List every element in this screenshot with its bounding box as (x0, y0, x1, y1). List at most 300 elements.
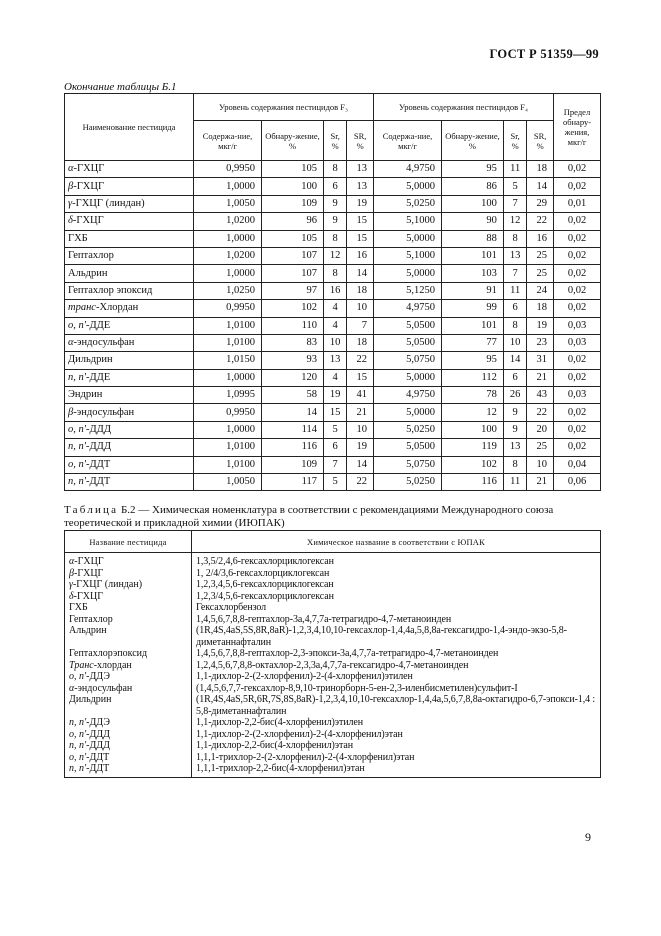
table-cell: 1,0200 (194, 247, 262, 264)
table-cell: 16 (323, 282, 346, 299)
table-cell: 11 (503, 282, 526, 299)
table-cell: 4,9750 (373, 387, 441, 404)
table-cell: 110 (262, 317, 324, 334)
table-cell: 100 (262, 178, 324, 195)
pesticide-name (65, 579, 192, 591)
table-cell: 0,02 (554, 439, 601, 456)
table-cell: 1,0000 (194, 178, 262, 195)
table-row (65, 439, 601, 456)
table-cell: 119 (442, 439, 504, 456)
col-f3-content: Содержа-ние, мкг/г (194, 121, 262, 161)
table-cell: 8 (323, 265, 346, 282)
table-cell: 43 (527, 387, 554, 404)
table-row (65, 230, 601, 247)
table-cell: 15 (347, 369, 374, 386)
table-cell: 15 (347, 213, 374, 230)
table-cell: 0,02 (554, 161, 601, 178)
iupac-name: (1R,4S,4aS,5R,6R,7S,8S,8aR)-1,2,3,4,10,10-гексахлор-1,4,4а,5,6,7,8,8а-октагидро-6,7-эпокси-1,4 : 5,8-диметаннафталин (192, 694, 601, 717)
table-cell: 5,0000 (373, 265, 441, 282)
pesticide-base-name: ДДЕ (89, 371, 111, 383)
iupac-name: 1,1-дихлор-2,2-бис(4-хлорфенил)этан (192, 740, 601, 752)
table-cell: 97 (262, 282, 324, 299)
pesticide-name (65, 740, 192, 752)
pesticide-base-name: Гептахлор эпоксид (68, 284, 153, 296)
table-cell: 5,0750 (373, 352, 441, 369)
table-cell: 0,9950 (194, 404, 262, 421)
table-cell: 13 (347, 178, 374, 195)
table-cell: 0,04 (554, 456, 601, 473)
table1-caption: Окончание таблицы Б.1 (64, 81, 177, 93)
table-row (65, 729, 601, 741)
iupac-name: 1,4,5,6,7,8,8-гептахлор-3а,4,7,7а-тетрагидро-4,7-метаноинден (192, 614, 601, 626)
pesticide-prefix: п, п'- (68, 441, 90, 453)
table-cell: 11 (503, 161, 526, 178)
table-cell: 95 (442, 161, 504, 178)
table-cell: 6 (323, 178, 346, 195)
table-cell: 5,0250 (373, 474, 441, 491)
pesticide-base-name: ГХЦГ (линдан) (75, 197, 145, 209)
table-cell: 86 (442, 178, 504, 195)
table-cell: 0,02 (554, 230, 601, 247)
pesticide-prefix: α- (68, 163, 78, 175)
table-row (65, 717, 601, 729)
col-f4-content: Содержа-ние, мкг/г (373, 121, 441, 161)
table-cell: 22 (527, 404, 554, 421)
table-cell: 1,0000 (194, 265, 262, 282)
pesticide-name (65, 625, 192, 648)
iupac-nomenclature-table (64, 530, 601, 778)
table-row (65, 671, 601, 683)
pesticide-base-name: Гептахлорэпоксид (69, 648, 148, 659)
table-cell: 23 (527, 334, 554, 351)
table-row (65, 614, 601, 626)
pesticide-base-name: Гептахлор (69, 613, 113, 625)
pesticide-name (65, 763, 192, 777)
pesticide-prefix: п, п'- (69, 717, 90, 728)
pesticide-name (65, 660, 192, 672)
table-cell: 78 (442, 387, 504, 404)
table-cell: 13 (503, 247, 526, 264)
pesticide-prefix: Транс- (69, 659, 98, 671)
pesticide-name (65, 317, 194, 334)
table-cell: 93 (262, 352, 324, 369)
table-cell: 14 (503, 352, 526, 369)
table-cell: 9 (323, 213, 346, 230)
table-cell: 107 (262, 247, 324, 264)
pesticide-prefix: о, п'- (68, 458, 90, 470)
table-cell: 101 (442, 317, 504, 334)
table-cell: 14 (347, 265, 374, 282)
pesticide-name (65, 230, 194, 247)
table-cell: 105 (262, 161, 324, 178)
pesticide-name (65, 752, 192, 764)
pesticide-base-name: ГХЦГ (линдан) (76, 579, 143, 590)
col-limit-header: Предел обнару-жения, мкг/г (554, 94, 601, 161)
table-cell: 105 (262, 230, 324, 247)
table-cell: 7 (503, 195, 526, 212)
table-cell: 112 (442, 369, 504, 386)
pesticide-prefix: β- (68, 406, 77, 418)
pesticide-name (65, 247, 194, 264)
pesticide-name (65, 195, 194, 212)
pesticide-name (65, 602, 192, 614)
table-row (65, 317, 601, 334)
table-cell: 8 (323, 161, 346, 178)
pesticide-prefix: α- (68, 337, 78, 349)
table-cell: 102 (442, 456, 504, 473)
table-cell: 12 (323, 247, 346, 264)
pesticide-base-name: ДДТ (89, 751, 110, 763)
table-cell: 5,0000 (373, 369, 441, 386)
table-cell: 1,0050 (194, 195, 262, 212)
table-row (65, 404, 601, 421)
pesticide-base-name: ДДТ (89, 458, 111, 470)
table-cell: 10 (347, 300, 374, 317)
table-cell: 15 (347, 230, 374, 247)
table-row (65, 752, 601, 764)
table-cell: 91 (442, 282, 504, 299)
table-cell: 58 (262, 387, 324, 404)
table-cell: 5 (503, 178, 526, 195)
table-cell: 21 (527, 369, 554, 386)
table-cell: 96 (262, 213, 324, 230)
table-cell: 5 (323, 474, 346, 491)
table-row (65, 553, 601, 568)
group-f3-header: Уровень содержания пестицидов F₃ (194, 94, 374, 121)
table-cell: 5,1250 (373, 282, 441, 299)
pesticide-name (65, 553, 192, 568)
table-row (65, 568, 601, 580)
table-cell: 0,02 (554, 404, 601, 421)
table-cell: 0,02 (554, 421, 601, 438)
table-cell: 18 (527, 161, 554, 178)
pesticide-base-name: ГХЦГ (77, 567, 104, 579)
pesticide-name (65, 591, 192, 603)
pesticide-name (65, 456, 194, 473)
pesticide-prefix: п, п'- (68, 371, 90, 383)
table-cell: 116 (262, 439, 324, 456)
table-cell: 109 (262, 195, 324, 212)
pesticide-name (65, 614, 192, 626)
table-cell: 0,9950 (194, 161, 262, 178)
table-cell: 8 (503, 456, 526, 473)
col-f3-sr: Sr, % (323, 121, 346, 161)
table-cell: 5,0000 (373, 230, 441, 247)
pesticide-prefix: β- (68, 180, 77, 192)
pesticide-base-name: ДДЕ (89, 319, 111, 331)
table-cell: 5,1000 (373, 247, 441, 264)
table-cell: 1,0100 (194, 317, 262, 334)
table-cell: 12 (503, 213, 526, 230)
table-cell: 14 (262, 404, 324, 421)
pesticide-name (65, 729, 192, 741)
table-cell: 25 (527, 439, 554, 456)
table-row (65, 265, 601, 282)
table-cell: 1,0200 (194, 213, 262, 230)
table-cell: 19 (347, 195, 374, 212)
table-cell: 5,1000 (373, 213, 441, 230)
table-row (65, 474, 601, 491)
pesticide-base-name: ДДД (89, 441, 111, 453)
table-cell: 25 (527, 247, 554, 264)
table-cell: 7 (347, 317, 374, 334)
pesticide-prefix: γ- (69, 579, 77, 590)
table-cell: 16 (347, 247, 374, 264)
pesticide-name (65, 568, 192, 580)
pesticide-name (65, 334, 194, 351)
table-cell: 102 (262, 300, 324, 317)
pesticide-name (65, 213, 194, 230)
table-cell: 5,0250 (373, 421, 441, 438)
table-cell: 8 (503, 317, 526, 334)
table-cell: 13 (347, 161, 374, 178)
table-cell: 18 (347, 282, 374, 299)
table-cell: 25 (527, 265, 554, 282)
pesticide-prefix: γ- (68, 197, 76, 209)
table-cell: 0,02 (554, 213, 601, 230)
pesticide-prefix: δ- (69, 590, 77, 602)
table-cell: 24 (527, 282, 554, 299)
table-cell: 13 (503, 439, 526, 456)
pesticide-base-name: ГХЦГ (76, 215, 104, 227)
pesticide-prefix: транс- (68, 302, 100, 314)
table-cell: 0,02 (554, 282, 601, 299)
col-name-header: Наименование пестицида (65, 94, 194, 161)
table-row (65, 369, 601, 386)
table2-label: Таблица (64, 504, 119, 516)
iupac-name: (1R,4S,4aS,5S,8R,8aR)-1,2,3,4,10,10-гексахлор-1,4,4a,5,8,8а-гексагидро-1,4-эндо-экзо-5,8-диметаннафталин (192, 625, 601, 648)
col-f3-found: Обнару-жение, % (262, 121, 324, 161)
table-cell: 0,02 (554, 352, 601, 369)
table-cell: 20 (527, 421, 554, 438)
table-cell: 19 (347, 439, 374, 456)
table-cell: 4,9750 (373, 161, 441, 178)
table-cell: 10 (323, 334, 346, 351)
table-cell: 0,01 (554, 195, 601, 212)
table-cell: 4,9750 (373, 300, 441, 317)
table2-caption (64, 504, 604, 529)
col-f4-sR: SR, % (527, 121, 554, 161)
table-row (65, 161, 601, 178)
table-cell: 88 (442, 230, 504, 247)
pesticide-base-name: ГХЦГ (77, 556, 104, 567)
pesticide-base-name: Дильдрин (68, 354, 113, 366)
pesticide-base-name: Хлордан (99, 302, 139, 314)
table-cell: 13 (323, 352, 346, 369)
table-cell: 18 (347, 334, 374, 351)
table-cell: 14 (527, 178, 554, 195)
pesticide-name (65, 387, 194, 404)
pesticide-base-name: Гептахлор (68, 250, 114, 262)
table-cell: 1,0000 (194, 421, 262, 438)
table-cell: 95 (442, 352, 504, 369)
table-cell: 0,9950 (194, 300, 262, 317)
table-cell: 0,02 (554, 247, 601, 264)
table-cell: 0,03 (554, 317, 601, 334)
pesticide-prefix: β- (69, 567, 78, 579)
table-cell: 9 (323, 195, 346, 212)
pesticide-base-name: Дильдрин (69, 694, 112, 705)
pesticide-name (65, 178, 194, 195)
table-cell: 6 (503, 369, 526, 386)
pesticide-prefix: α- (69, 682, 78, 694)
table-cell: 0,02 (554, 369, 601, 386)
table-cell: 19 (527, 317, 554, 334)
table-row (65, 763, 601, 777)
pesticide-name (65, 421, 194, 438)
pesticide-base-name: эндосульфан (76, 406, 135, 418)
pesticide-base-name: ДДД (89, 424, 111, 436)
pesticide-prefix: о, п'- (69, 671, 90, 682)
table-cell: 107 (262, 265, 324, 282)
pesticide-name (65, 282, 194, 299)
pesticide-name (65, 671, 192, 683)
iupac-name: 1,4,5,6,7,8,8-гептахлор-2,3-эпокси-3а,4,7,7а-тетрагидро-4,7-метаноинден (192, 648, 601, 660)
table-row (65, 195, 601, 212)
pesticide-base-name: ГХЦГ (76, 180, 105, 192)
iupac-name: 1,2,4,5,6,7,8,8-октахлор-2,3,3а,4,7,7а-гексагидро-4,7-метаноинден (192, 660, 601, 672)
table-cell: 5 (323, 421, 346, 438)
table-row (65, 300, 601, 317)
table-cell: 14 (347, 456, 374, 473)
table-cell: 1,0100 (194, 439, 262, 456)
table-cell: 10 (347, 421, 374, 438)
table-cell: 100 (442, 421, 504, 438)
table-cell: 103 (442, 265, 504, 282)
table-row (65, 625, 601, 648)
table-cell: 0,06 (554, 474, 601, 491)
table-row (65, 694, 601, 717)
pesticide-base-name: хлордан (97, 659, 132, 671)
table-cell: 0,02 (554, 178, 601, 195)
table-cell: 1,0000 (194, 369, 262, 386)
table-cell: 4 (323, 317, 346, 334)
col-pesticide-name-header: Название пестицида (65, 531, 192, 553)
iupac-name: 1,2,3/4,5,6-гексахлорциклогексан (192, 591, 601, 603)
table-row (65, 683, 601, 695)
table-cell: 1,0150 (194, 352, 262, 369)
pesticide-base-name: Альдрин (69, 625, 107, 636)
table-cell: 0,03 (554, 387, 601, 404)
table-cell: 5,0500 (373, 317, 441, 334)
table-row (65, 213, 601, 230)
table-cell: 116 (442, 474, 504, 491)
iupac-name: 1,2,3,4,5,6-гексахлорциклогексан (192, 579, 601, 591)
iupac-name: 1, 2/4/3,6-гексахлорциклогексан (192, 568, 601, 580)
page-number: 9 (585, 830, 591, 844)
pesticide-name (65, 265, 194, 282)
group-f4-header: Уровень содержания пестицидов F₄ (373, 94, 553, 121)
table-cell: 5,0000 (373, 404, 441, 421)
table-cell: 109 (262, 456, 324, 473)
iupac-name: 1,1,1-трихлор-2-(2-хлорфенил)-2-(4-хлорфенил)этан (192, 752, 601, 764)
pesticide-base-name: ДДТ (89, 476, 111, 488)
pesticide-name (65, 648, 192, 660)
table-row (65, 334, 601, 351)
table-cell: 7 (323, 456, 346, 473)
table-cell: 77 (442, 334, 504, 351)
table-cell: 4 (323, 369, 346, 386)
pesticide-name (65, 352, 194, 369)
table-cell: 4 (323, 300, 346, 317)
pesticide-base-name: ДДД (89, 728, 110, 740)
pesticide-base-name: ГХБ (68, 232, 88, 244)
table-cell: 1,0250 (194, 282, 262, 299)
table-cell: 5,0000 (373, 178, 441, 195)
table-cell: 7 (503, 265, 526, 282)
pesticide-name (65, 474, 194, 491)
table2-body (65, 553, 601, 778)
table-row (65, 602, 601, 614)
table-cell: 120 (262, 369, 324, 386)
table-row (65, 421, 601, 438)
pesticide-name (65, 300, 194, 317)
table-cell: 6 (323, 439, 346, 456)
table-cell: 5,0500 (373, 439, 441, 456)
pesticide-levels-table (64, 93, 601, 491)
iupac-name: Гексахлорбензол (192, 602, 601, 614)
table-cell: 1,0100 (194, 334, 262, 351)
pesticide-prefix: δ- (68, 215, 77, 227)
table-cell: 41 (347, 387, 374, 404)
table-cell: 8 (323, 230, 346, 247)
col-f3-sR: SR, % (347, 121, 374, 161)
table-cell: 5,0750 (373, 456, 441, 473)
table-row (65, 740, 601, 752)
document-id: ГОСТ Р 51359—99 (489, 47, 599, 61)
table-row (65, 456, 601, 473)
pesticide-name (65, 683, 192, 695)
table-cell: 12 (442, 404, 504, 421)
col-iupac-header: Химическое название в соответствии с ЮПАК (192, 531, 601, 553)
pesticide-base-name: ДДТ (89, 763, 110, 774)
table-cell: 0,03 (554, 334, 601, 351)
table-cell: 15 (323, 404, 346, 421)
pesticide-prefix: о, п'- (69, 751, 90, 763)
table-cell: 5,0500 (373, 334, 441, 351)
table-cell: 1,0995 (194, 387, 262, 404)
table1-body (65, 161, 601, 491)
table-row (65, 387, 601, 404)
col-f4-found: Обнару-жение, % (442, 121, 504, 161)
table-cell: 19 (323, 387, 346, 404)
table2-title: Б.2 — Химическая номенклатура в соответствии с рекомендациями Международного союза теоретической и прикладной химии (ИЮПАК) (64, 504, 554, 529)
pesticide-name (65, 404, 194, 421)
pesticide-name (65, 369, 194, 386)
table-cell: 10 (503, 334, 526, 351)
pesticide-base-name: ГХБ (69, 602, 88, 613)
table-cell: 31 (527, 352, 554, 369)
iupac-name: 1,1-дихлор-2,2-бис(4-хлорфенил)этилен (192, 717, 601, 729)
table-cell: 11 (503, 474, 526, 491)
table-cell: 22 (347, 352, 374, 369)
pesticide-base-name: Эндрин (68, 389, 103, 401)
pesticide-base-name: эндосульфан (77, 682, 133, 694)
table-cell: 9 (503, 404, 526, 421)
pesticide-base-name: ГХЦГ (76, 590, 103, 602)
pesticide-prefix: п, п'- (69, 740, 90, 751)
table-cell: 101 (442, 247, 504, 264)
iupac-name: 1,1-дихлор-2-(2-хлорфенил)-2-(4-хлорфенил)этан (192, 729, 601, 741)
pesticide-prefix: п, п'- (69, 763, 90, 774)
table-cell: 99 (442, 300, 504, 317)
table-row (65, 352, 601, 369)
table-row (65, 178, 601, 195)
table-row (65, 660, 601, 672)
table-row (65, 579, 601, 591)
table-cell: 22 (347, 474, 374, 491)
table-cell: 5,0250 (373, 195, 441, 212)
